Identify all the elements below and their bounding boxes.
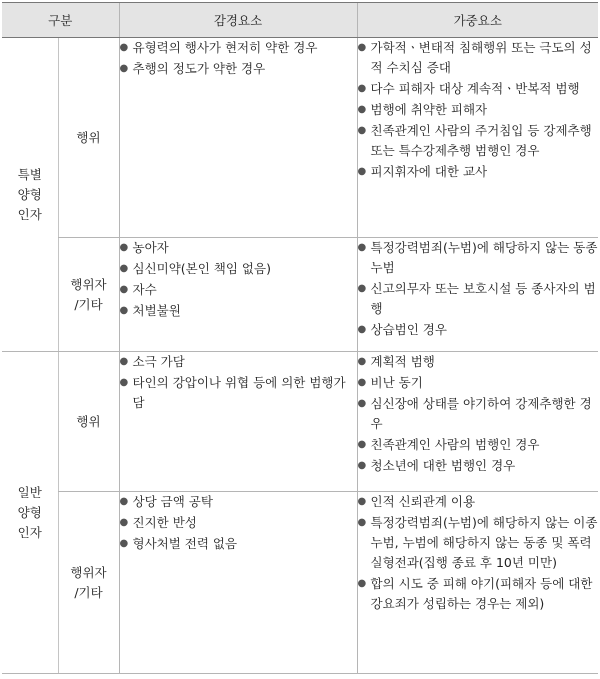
aggravating-cell <box>357 38 598 238</box>
list-item-text: 심신장애 상태를 야기하여 강제추행한 경우 <box>370 396 592 431</box>
bullet-icon: ● <box>357 578 367 589</box>
aggravating-cell <box>357 492 598 674</box>
sub-label <box>58 238 119 352</box>
list-item-text: 타인의 강압이나 위협 등에 의한 범행가담 <box>132 375 346 410</box>
list-item <box>358 320 599 340</box>
list-item <box>358 121 599 161</box>
list-item <box>358 574 599 614</box>
header-category: 구분 <box>2 3 119 38</box>
list-item-text: 자수 <box>132 282 157 297</box>
bullet-icon: ● <box>357 496 367 507</box>
list-item-text: 피지휘자에 대한 교사 <box>370 164 488 179</box>
bullet-icon: ● <box>357 166 367 177</box>
list-item-text: 합의 시도 중 피해 야기(피해자 등에 대한 강요죄가 성립하는 경우는 제외) <box>370 576 593 611</box>
sentencing-factors-table <box>2 2 598 674</box>
list-item-text: 가학적ㆍ변태적 침해행위 또는 극도의 성적 수치심 증대 <box>370 40 592 75</box>
list-item-text: 상습범인 경우 <box>370 322 447 337</box>
list-item-text: 진지한 반성 <box>132 515 197 530</box>
sub-label <box>58 352 119 492</box>
table-header-row <box>2 3 598 38</box>
list-item <box>358 38 599 78</box>
bullet-icon: ● <box>357 283 367 294</box>
list-item <box>358 100 599 120</box>
list-item-text: 특정강력범죄(누범)에 해당하지 않는 이종 누범, 누범에 해당하지 않는 동종 및 폭력 실형전과(집행 종료 후 10년 미만) <box>370 515 598 570</box>
aggravating-cell <box>357 352 598 492</box>
bullet-icon: ● <box>357 517 367 528</box>
bullet-icon: ● <box>119 263 129 274</box>
list-item <box>358 162 599 182</box>
list-item-text: 인적 신뢰관계 이용 <box>370 494 476 509</box>
sub-label-text: 행위자 /기타 <box>70 564 107 600</box>
list-item <box>120 513 357 533</box>
list-item-text: 비난 동기 <box>370 375 423 390</box>
bullet-icon: ● <box>357 242 367 253</box>
group-label-general <box>2 352 58 674</box>
list-item <box>120 238 357 258</box>
sub-label-text: 행위자 /기타 <box>70 276 107 312</box>
sub-label-text: 행위 <box>76 129 101 145</box>
list-item <box>358 352 599 372</box>
aggravating-cell <box>357 238 598 352</box>
bullet-icon: ● <box>119 63 129 74</box>
list-item <box>120 301 357 321</box>
list-item-text: 다수 피해자 대상 계속적ㆍ반복적 범행 <box>370 81 580 96</box>
bullet-icon: ● <box>119 305 129 316</box>
bullet-icon: ● <box>119 377 129 388</box>
list-item-text: 소극 가담 <box>132 354 185 369</box>
list-item <box>120 492 357 512</box>
sub-label <box>58 492 119 674</box>
bullet-icon: ● <box>119 356 129 367</box>
bullet-icon: ● <box>119 496 129 507</box>
table-row <box>2 38 598 238</box>
list-item-text: 친족관계인 사람의 범행인 경우 <box>370 437 540 452</box>
list-item <box>120 352 357 372</box>
list-item <box>120 259 357 279</box>
list-item-text: 범행에 취약한 피해자 <box>370 102 488 117</box>
list-item-text: 처벌불원 <box>132 303 181 318</box>
bullet-icon: ● <box>357 398 367 409</box>
bullet-icon: ● <box>119 517 129 528</box>
group-label-special <box>2 38 58 352</box>
bullet-icon: ● <box>357 83 367 94</box>
table-row <box>2 238 598 352</box>
bullet-icon: ● <box>357 460 367 471</box>
bullet-icon: ● <box>357 125 367 136</box>
list-item <box>120 280 357 300</box>
bullet-icon: ● <box>119 42 129 53</box>
list-item-text: 형사처벌 전력 없음 <box>132 536 238 551</box>
group-label-text: 일반 양형 인자 <box>17 484 42 540</box>
list-item-text: 특정강력범죄(누범)에 해당하지 않는 동종 누범 <box>370 240 598 275</box>
list-item <box>358 435 599 455</box>
list-item-text: 유형력의 행사가 현저히 약한 경우 <box>132 40 318 55</box>
bullet-icon: ● <box>357 42 367 53</box>
sub-label-text: 행위 <box>76 413 101 429</box>
list-item <box>358 79 599 99</box>
list-item <box>358 492 599 512</box>
list-item <box>358 456 599 476</box>
list-item <box>120 38 357 58</box>
header-aggravating: 가중요소 <box>357 3 598 38</box>
bullet-icon: ● <box>357 324 367 335</box>
bullet-icon: ● <box>357 356 367 367</box>
group-label-text: 특별 양형 인자 <box>17 166 42 222</box>
list-item-text: 계획적 범행 <box>370 354 435 369</box>
list-item <box>120 59 357 79</box>
list-item-text: 추행의 정도가 약한 경우 <box>132 61 266 76</box>
list-item-text: 친족관계인 사람의 주거침입 등 강제추행 또는 특수강제추행 범행인 경우 <box>370 123 592 158</box>
list-item <box>358 238 599 278</box>
list-item-text: 청소년에 대한 범행인 경우 <box>370 458 516 473</box>
list-item-text: 신고의무자 또는 보호시설 등 종사자의 범행 <box>370 281 596 316</box>
bullet-icon: ● <box>119 284 129 295</box>
table-row <box>2 492 598 674</box>
list-item <box>120 534 357 554</box>
mitigating-cell <box>119 238 357 352</box>
bullet-icon: ● <box>357 377 367 388</box>
mitigating-cell <box>119 38 357 238</box>
mitigating-cell <box>119 492 357 674</box>
bullet-icon: ● <box>357 439 367 450</box>
header-mitigating: 감경요소 <box>119 3 357 38</box>
table-row <box>2 352 598 492</box>
list-item <box>358 279 599 319</box>
list-item <box>358 513 599 573</box>
bullet-icon: ● <box>119 242 129 253</box>
list-item <box>358 373 599 393</box>
mitigating-cell <box>119 352 357 492</box>
list-item-text: 심신미약(본인 책임 없음) <box>132 261 271 276</box>
bullet-icon: ● <box>357 104 367 115</box>
list-item <box>120 373 357 413</box>
bullet-icon: ● <box>119 538 129 549</box>
list-item-text: 농아자 <box>132 240 169 255</box>
list-item <box>358 394 599 434</box>
sub-label <box>58 38 119 238</box>
list-item-text: 상당 금액 공탁 <box>132 494 213 509</box>
